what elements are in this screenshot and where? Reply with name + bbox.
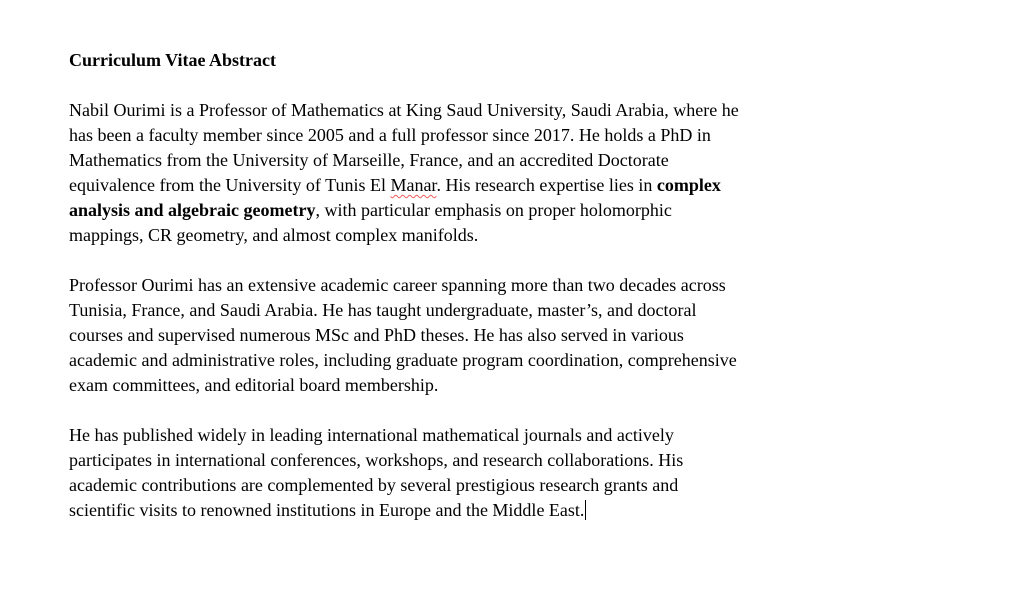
text-segment: academic and administrative roles, including graduate program coordination, comprehensive [69, 350, 737, 370]
text-segment: Tunisia, France, and Saudi Arabia. He has taught undergraduate, master’s, and doctoral [69, 300, 697, 320]
text-segment: Professor Ourimi has an extensive academic career spanning more than two decades across [69, 275, 726, 295]
paragraph [69, 273, 964, 398]
text-line[interactable] [69, 323, 964, 348]
text-line[interactable] [69, 273, 964, 298]
misspelled-word: Manar [390, 175, 437, 195]
text-segment: analysis and algebraic geometry [69, 200, 316, 220]
text-segment: complex [656, 175, 721, 195]
text-line[interactable] [69, 173, 964, 198]
text-segment: , with particular emphasis on proper holomorphic [315, 200, 672, 220]
text-segment: Nabil Ourimi is a Professor of Mathematics at King Saud University, Saudi Arabia, where he [69, 100, 739, 120]
text-segment: scientific visits to renowned institutions in Europe and the Middle East. [69, 500, 585, 520]
text-segment: courses and supervised numerous MSc and PhD theses. He has also served in various [69, 325, 684, 345]
text-line[interactable] [69, 423, 964, 448]
text-line[interactable] [69, 123, 964, 148]
text-segment: He has published widely in leading international mathematical journals and actively [69, 425, 674, 445]
text-segment: Mathematics from the University of Marseille, France, and an accredited Doctorate [69, 150, 669, 170]
paragraph [69, 423, 964, 523]
text-segment: equivalence from the University of Tunis El [69, 175, 391, 195]
text-line[interactable] [69, 498, 964, 523]
text-segment: has been a faculty member since 2005 and a full professor since 2017. He holds a PhD in [69, 125, 711, 145]
text-segment: . His research expertise lies in [436, 175, 657, 195]
text-line[interactable] [69, 198, 964, 223]
text-line[interactable] [69, 223, 964, 248]
text-line[interactable] [69, 348, 964, 373]
text-line[interactable] [69, 448, 964, 473]
text-line[interactable] [69, 298, 964, 323]
document-title[interactable]: Curriculum Vitae Abstract [69, 50, 276, 70]
text-segment: participates in international conferences, workshops, and research collaborations. His [69, 450, 684, 470]
text-caret [585, 500, 586, 520]
document-body [69, 98, 964, 523]
text-line[interactable] [69, 373, 964, 398]
paragraph [69, 98, 964, 248]
text-segment: mappings, CR geometry, and almost complex manifolds. [69, 225, 479, 245]
text-segment: exam committees, and editorial board membership. [69, 375, 439, 395]
text-line[interactable] [69, 148, 964, 173]
text-segment: academic contributions are complemented by several prestigious research grants and [69, 475, 679, 495]
text-line[interactable] [69, 98, 964, 123]
text-line[interactable] [69, 473, 964, 498]
